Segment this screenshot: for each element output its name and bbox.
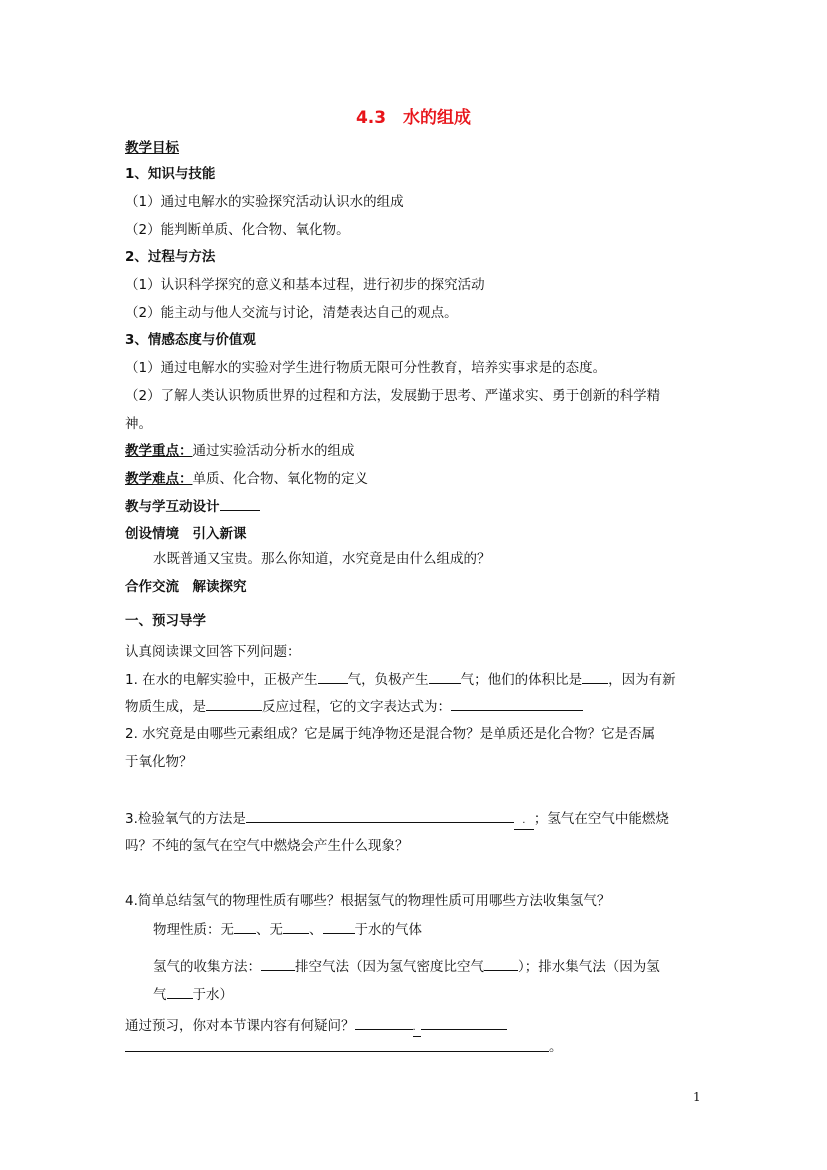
difficult-point-text: 单质、化合物、氧化物的定义 (192, 471, 368, 487)
paragraph: （1）认识科学探究的意义和基本过程，进行初步的探究活动 (125, 277, 485, 293)
q1-text: 气，负极产生 (347, 672, 429, 688)
heading-knowledge: 1、知识与技能 (125, 166, 216, 182)
heading-values: 3、情感态度与价值观 (125, 332, 256, 348)
goals-label: 教学目标 (125, 140, 179, 156)
answer-line-end: 。 (549, 1039, 563, 1055)
answer-blank[interactable] (484, 957, 518, 971)
paragraph: 神。 (125, 416, 152, 432)
paragraph: （2）能判断单质、化合物、氧化物。 (125, 222, 350, 238)
question-5-line-1 (125, 1016, 507, 1037)
key-point-text: 通过实验活动分析水的组成 (192, 443, 355, 459)
q4-text: 排空气法（因为氢气密度比空气 (295, 959, 484, 975)
question-4-line-3 (153, 957, 660, 976)
question-2-line-1: 2. 水究竟是由哪些元素组成？它是属于纯净物还是混合物？是单质还是化合物？它是否属 (125, 726, 656, 742)
answer-blank[interactable] (318, 670, 348, 684)
answer-blank[interactable] (283, 920, 309, 934)
answer-blank[interactable] (246, 809, 514, 823)
question-4-line-4 (153, 985, 233, 1004)
answer-blank[interactable] (451, 697, 583, 711)
design-label: 教与学互动设计 (125, 499, 220, 515)
q1-text: 气；他们的体积比是 (460, 672, 583, 688)
heading-scene: 创设情境 引入新课 (125, 526, 247, 542)
q4-text: 氢气的收集方法： (153, 959, 261, 975)
key-point (125, 442, 355, 460)
answer-blank[interactable] (421, 1016, 507, 1030)
q5-text: 通过预习，你对本节课内容有何疑问？ (125, 1018, 355, 1034)
answer-blank[interactable] (355, 1016, 413, 1030)
difficult-point (125, 470, 368, 488)
question-1-line-1 (125, 670, 676, 689)
question-2-line-2: 于氧化物？ (125, 754, 193, 770)
q1-text: 物质生成，是 (125, 699, 206, 715)
q4-text: 、无 (256, 922, 283, 938)
heading-design (125, 497, 260, 516)
q1-text: 反应过程，它的文字表达式为： (262, 699, 451, 715)
q4-text: 、 (309, 922, 323, 938)
q4-text: 物理性质：无 (153, 922, 234, 938)
paragraph: （2）能主动与他人交流与讨论，清楚表达自己的观点。 (125, 305, 458, 321)
heading-process: 2、过程与方法 (125, 249, 216, 265)
paragraph: 认真阅读课文回答下列问题： (125, 644, 301, 660)
q1-text: 1. 在水的电解实验中，正极产生 (125, 672, 318, 688)
answer-blank[interactable] (167, 985, 193, 999)
page-number: 1 (693, 1090, 701, 1104)
q3-text: ；氢气在空气中能燃烧 (533, 811, 669, 827)
answer-blank[interactable] (582, 670, 608, 684)
question-1-line-2 (125, 697, 583, 716)
key-point-label: 教学重点： (125, 443, 193, 459)
paragraph: （1）通过电解水的实验对学生进行物质无限可分性教育，培养实事求是的态度。 (125, 360, 607, 376)
paragraph: （2）了解人类认识物质世界的过程和方法，发展勤于思考、严谨求实、勇于创新的科学精 (125, 388, 661, 404)
answer-blank[interactable] (261, 957, 295, 971)
q4-text: ）；排水集气法（因为氢 (518, 959, 660, 975)
question-4-line-1: 4.简单总结氢气的物理性质有哪些？根据氢气的物理性质可用哪些方法收集氢气？ (125, 893, 611, 909)
q1-text: ，因为有新 (608, 672, 676, 688)
q4-text: 于水） (192, 987, 233, 1003)
page-title: 4.3 水的组成 (355, 108, 472, 128)
paragraph: （1）通过电解水的实验探究活动认识水的组成 (125, 194, 404, 210)
heading-cooperation: 合作交流 解读探究 (125, 579, 247, 595)
answer-blank-mark: . (413, 1023, 421, 1037)
question-3-line-2: 吗？不纯的氢气在空气中燃烧会产生什么现象？ (125, 838, 409, 854)
question-3-line-1 (125, 809, 669, 830)
answer-line[interactable] (125, 1051, 549, 1052)
answer-blank[interactable] (429, 670, 461, 684)
heading-preview: 一、预习导学 (125, 613, 206, 629)
question-4-line-2 (153, 920, 422, 939)
answer-blank[interactable] (323, 920, 355, 934)
section-heading-goals (125, 139, 179, 157)
difficult-point-label: 教学难点： (125, 471, 193, 487)
answer-blank[interactable] (206, 697, 262, 711)
q4-text: 气 (153, 987, 167, 1003)
paragraph: 水既普通又宝贵。那么你知道，水究竟是由什么组成的？ (153, 551, 491, 567)
answer-blank[interactable] (234, 920, 256, 934)
q3-text: 3.检验氧气的方法是 (125, 811, 246, 827)
answer-blank-tail: . (514, 816, 534, 830)
q4-text: 于水的气体 (354, 922, 422, 938)
